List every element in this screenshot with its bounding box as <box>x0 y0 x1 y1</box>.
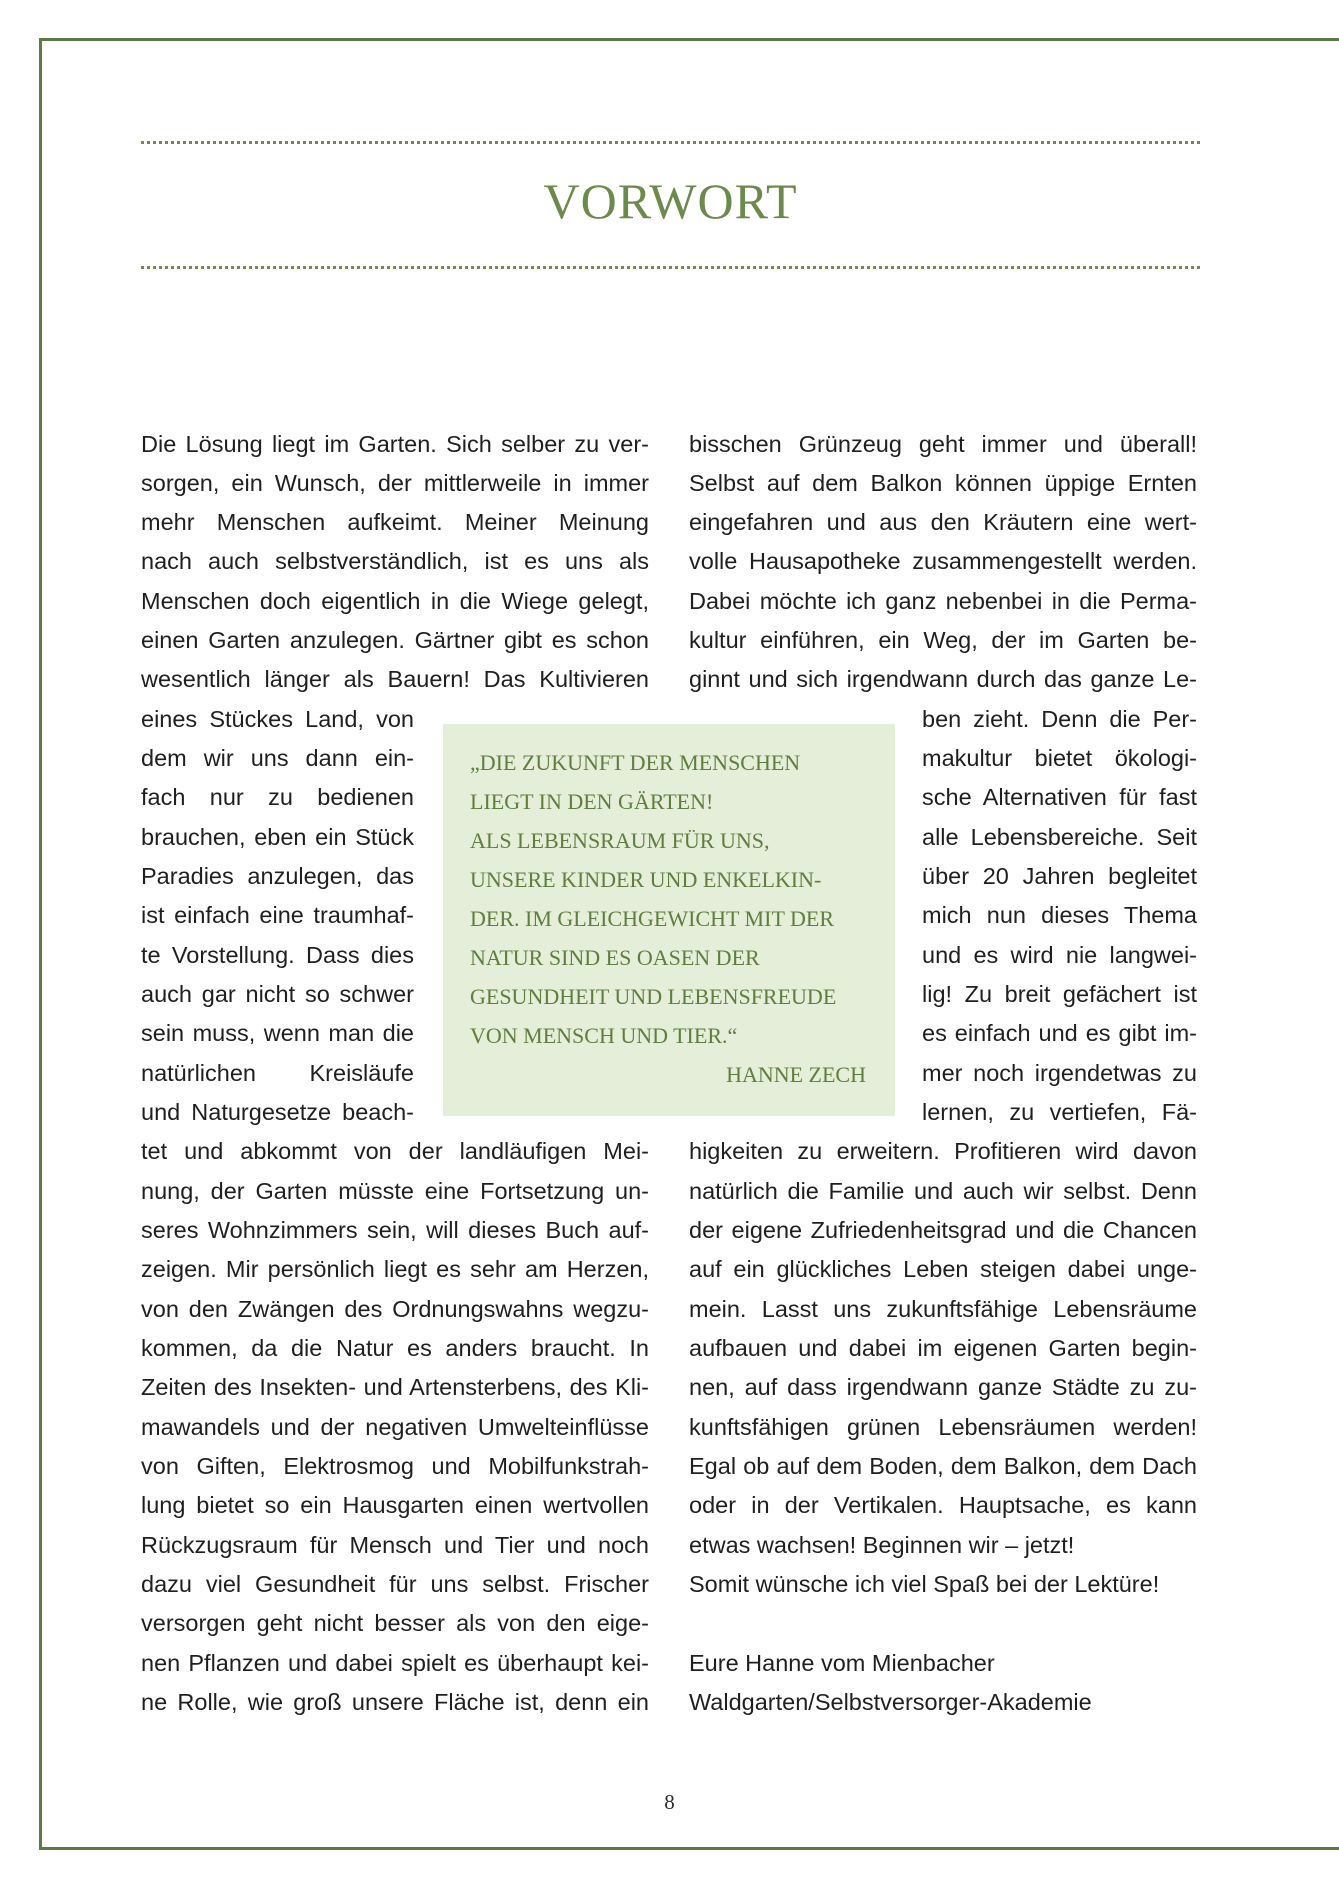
text-line: der eigene Zufriedenheitsgrad und die Chancen <box>689 1217 1197 1243</box>
quote-author: HANNE ZECH <box>726 1062 866 1087</box>
text-line: nach auch selbstverständlich, ist es uns als <box>141 548 649 574</box>
blank-line <box>689 1604 1197 1643</box>
text-line: mawandels und der negativen Umwelteinflüsse <box>141 1414 649 1440</box>
text-line: Egal ob auf dem Boden, dem Balkon, dem Dach <box>689 1453 1197 1479</box>
text-line: etwas wachsen! Beginnen wir – jetzt! <box>689 1532 1075 1558</box>
text-line: nen, auf dass irgendwann ganze Städte zu zu- <box>689 1374 1197 1400</box>
text-line: ne Rolle, wie groß unsere Fläche ist, denn ein <box>141 1689 649 1715</box>
text-line: Menschen doch eigentlich in die Wiege gelegt, <box>141 588 649 614</box>
text-line: nung, der Garten müsste eine Fortsetzung un- <box>141 1178 649 1204</box>
quote-line: LIEGT IN DEN GÄRTEN! <box>470 789 714 814</box>
text-line: Die Lösung liegt im Garten. Sich selber zu ver- <box>141 431 649 457</box>
text-line: natürlichen Kreisläufe <box>141 1060 414 1086</box>
text-line: sche Alternativen für fast <box>922 784 1197 810</box>
text-line: volle Hausapotheke zusammengestellt werden. <box>689 548 1197 574</box>
text-line: mich nun dieses Thema <box>922 902 1197 928</box>
text-line: natürlich die Familie und auch wir selbst. Denn <box>689 1178 1197 1204</box>
text-line: alle Lebensbereiche. Seit <box>922 824 1197 850</box>
quote-line: NATUR SIND ES OASEN DER <box>470 945 760 970</box>
quote-line: ALS LEBENSRAUM FÜR UNS, <box>470 828 770 853</box>
text-line: ben zieht. Denn die Per- <box>922 706 1197 732</box>
title-rule-top <box>141 141 1200 144</box>
text-line: eines Stückes Land, von <box>141 706 414 732</box>
text-line: sorgen, ein Wunsch, der mittlerweile in immer <box>141 470 649 496</box>
text-line: von den Zwängen des Ordnungswahns wegzu- <box>141 1296 649 1322</box>
text-line: auch gar nicht so schwer <box>141 981 414 1007</box>
text-line: nen Pflanzen und dabei spielt es überhaupt kei- <box>141 1650 649 1676</box>
page-title: VORWORT <box>543 173 798 229</box>
text-line: Selbst auf dem Balkon können üppige Ernten <box>689 470 1197 496</box>
text-line: dazu viel Gesundheit für uns selbst. Frischer <box>141 1571 649 1597</box>
text-line: lig! Zu breit gefächert ist <box>922 981 1197 1007</box>
title-rule-bottom <box>141 266 1200 269</box>
quote-line: GESUNDHEIT UND LEBENSFREUDE <box>470 984 837 1009</box>
text-line: ist einfach eine traumhaf- <box>141 902 414 928</box>
text-line: Rückzugsraum für Mensch und Tier und noch <box>141 1532 649 1558</box>
text-line: oder in der Vertikalen. Hauptsache, es kann <box>689 1492 1197 1518</box>
text-line: seres Wohnzimmers sein, will dieses Buch auf- <box>141 1217 649 1243</box>
text-line: dem wir uns dann ein- <box>141 745 414 771</box>
text-line: aufbauen und dabei im eigenen Garten begin- <box>689 1335 1197 1361</box>
page-number: 8 <box>664 1790 675 1814</box>
signature-line: Waldgarten/Selbstversorger-Akademie <box>689 1689 1092 1715</box>
text-line: und Naturgesetze beach- <box>141 1099 414 1125</box>
text-line: es einfach und es gibt im- <box>922 1020 1197 1046</box>
text-line: sein muss, wenn man die <box>141 1020 414 1046</box>
text-line: auf ein glückliches Leben steigen dabei unge- <box>689 1256 1197 1282</box>
text-line: mein. Lasst uns zukunftsfähige Lebensräume <box>689 1296 1197 1322</box>
text-line: te Vorstellung. Dass dies <box>141 942 414 968</box>
text-line: makultur bietet ökologi- <box>922 745 1197 771</box>
text-line: Paradies anzulegen, das <box>141 863 414 889</box>
text-line: brauchen, eben ein Stück <box>141 824 414 850</box>
text-line: kunftsfähigen grünen Lebensräumen werden! <box>689 1414 1197 1440</box>
text-line: tet und abkommt von der landläufigen Mei- <box>141 1138 649 1164</box>
text-line: wesentlich länger als Bauern! Das Kultivieren <box>141 666 649 692</box>
text-line: higkeiten zu erweitern. Profitieren wird davon <box>689 1138 1197 1164</box>
text-line: lernen, zu vertiefen, Fä- <box>922 1099 1197 1125</box>
quote-line: VON MENSCH UND TIER.“ <box>470 1023 738 1048</box>
text-line: mehr Menschen aufkeimt. Meiner Meinung <box>141 509 649 535</box>
text-line: bisschen Grünzeug geht immer und überall! <box>689 431 1197 457</box>
text-line: fach nur zu bedienen <box>141 784 414 810</box>
text-line: eingefahren und aus den Kräutern eine wert- <box>689 509 1197 535</box>
quote-line: UNSERE KINDER UND ENKELKIN- <box>470 867 822 892</box>
text-line: Somit wünsche ich viel Spaß bei der Lektüre! <box>689 1571 1160 1597</box>
text-line: ginnt und sich irgendwann durch das ganze Le- <box>689 666 1197 692</box>
text-line: kultur einführen, ein Weg, der im Garten be- <box>689 627 1197 653</box>
text-line: mer noch irgendetwas zu <box>922 1060 1197 1086</box>
text-line: lung bietet so ein Hausgarten einen wertvollen <box>141 1492 649 1518</box>
text-line: über 20 Jahren begleitet <box>922 863 1197 889</box>
quote-line: „DIE ZUKUNFT DER MENSCHEN <box>470 750 801 775</box>
text-line: einen Garten anzulegen. Gärtner gibt es schon <box>141 627 649 653</box>
text-line: versorgen geht nicht besser als von den eige- <box>141 1610 649 1636</box>
text-line: Zeiten des Insekten- und Artensterbens, des Kli- <box>141 1374 649 1400</box>
quote-line: DER. IM GLEICHGEWICHT MIT DER <box>470 906 834 931</box>
text-line: Dabei möchte ich ganz nebenbei in die Perma- <box>689 588 1197 614</box>
text-line: kommen, da die Natur es anders braucht. In <box>141 1335 649 1361</box>
text-line: zeigen. Mir persönlich liegt es sehr am Herzen, <box>141 1256 649 1282</box>
text-line: und es wird nie langwei- <box>922 942 1197 968</box>
signature-line: Eure Hanne vom Mienbacher <box>689 1650 995 1676</box>
text-line: von Giften, Elektrosmog und Mobilfunkstrah- <box>141 1453 649 1479</box>
